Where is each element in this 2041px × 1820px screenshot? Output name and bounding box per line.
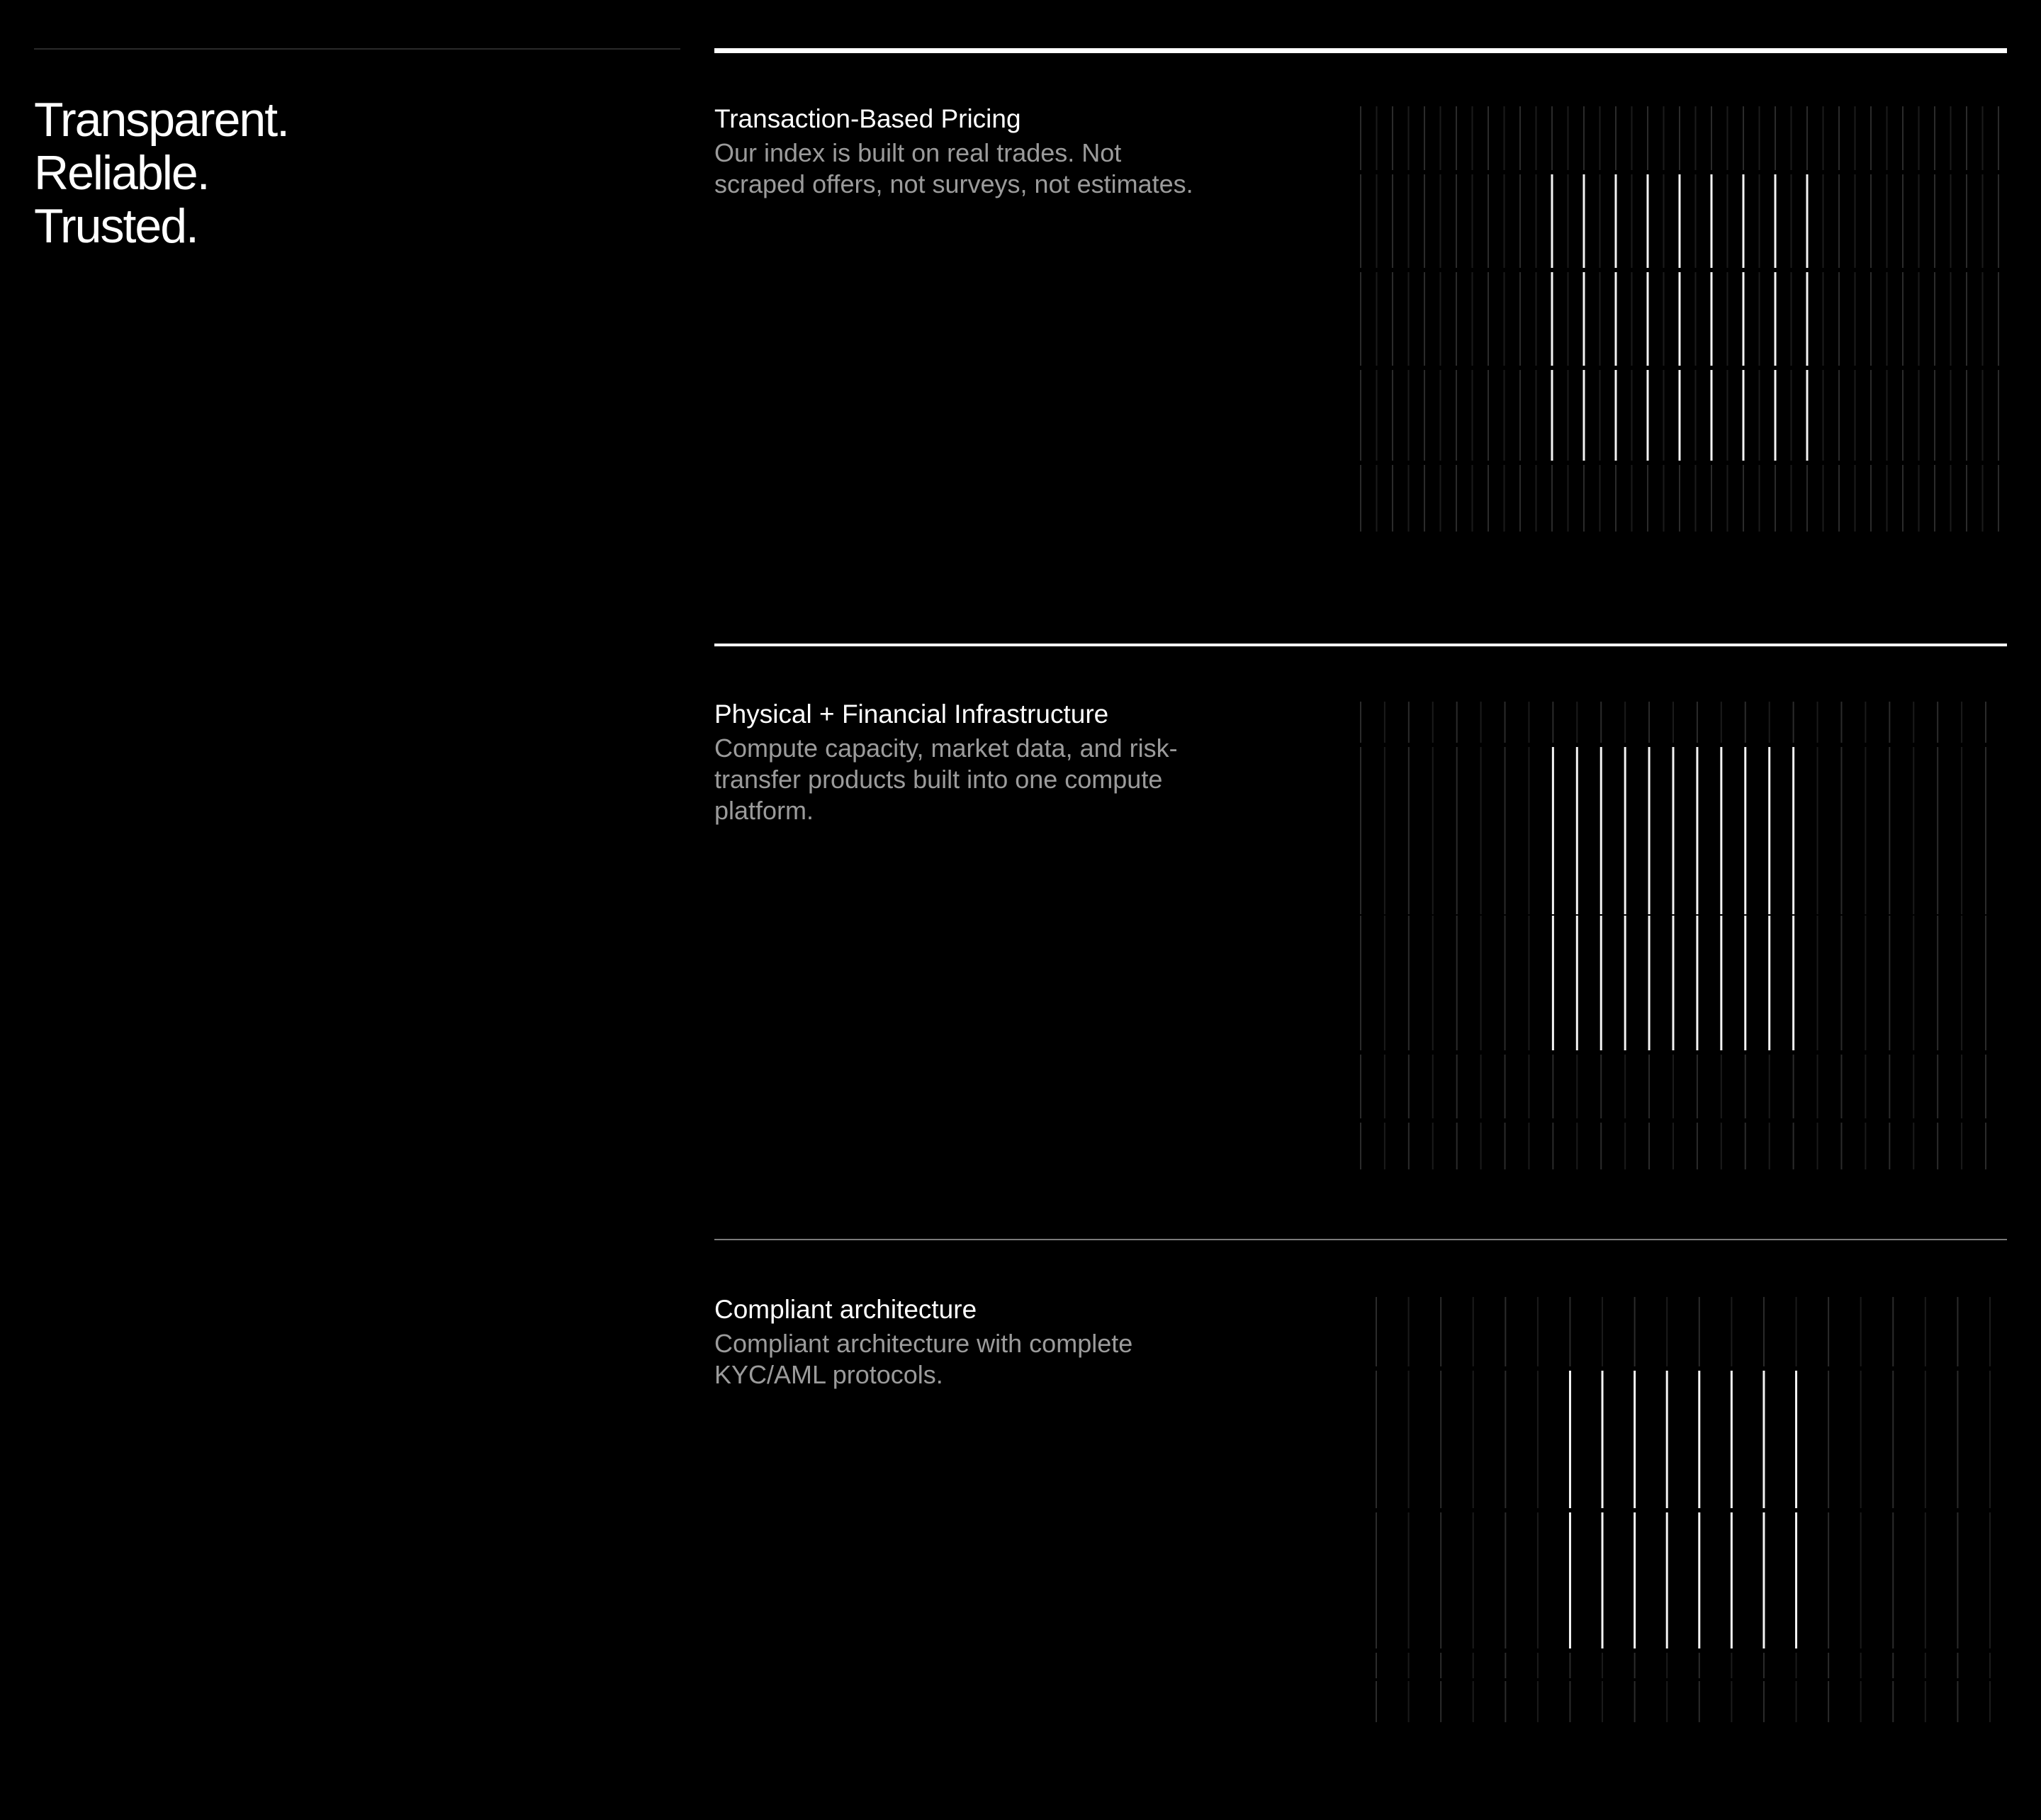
feature-description: Compute capacity, market data, and risk-transfer products built into one compute platform. [714,734,1178,825]
line-pattern-graphic [714,1239,2007,1820]
headline [34,94,288,253]
feature-transaction-pricing [714,48,2007,629]
headline-line-transparent: Transparent. [34,93,288,147]
line-pattern-graphic [714,48,2007,629]
feature-title: Compliant architecture [714,1295,977,1324]
headline-line-trusted: Trusted. [34,199,198,253]
left-divider [34,48,680,50]
headline-line-reliable: Reliable. [34,146,209,200]
line-pattern-graphic [714,644,2007,1225]
feature-compliance [714,1239,2007,1820]
feature-title: Transaction-Based Pricing [714,104,1021,133]
feature-description: Our index is built on real trades. Not scraped offers, not surveys, not estimates. [714,138,1193,198]
feature-title: Physical + Financial Infrastructure [714,700,1109,729]
feature-infrastructure [714,644,2007,1225]
feature-description: Compliant architecture with complete KYC/AML protocols. [714,1329,1133,1389]
